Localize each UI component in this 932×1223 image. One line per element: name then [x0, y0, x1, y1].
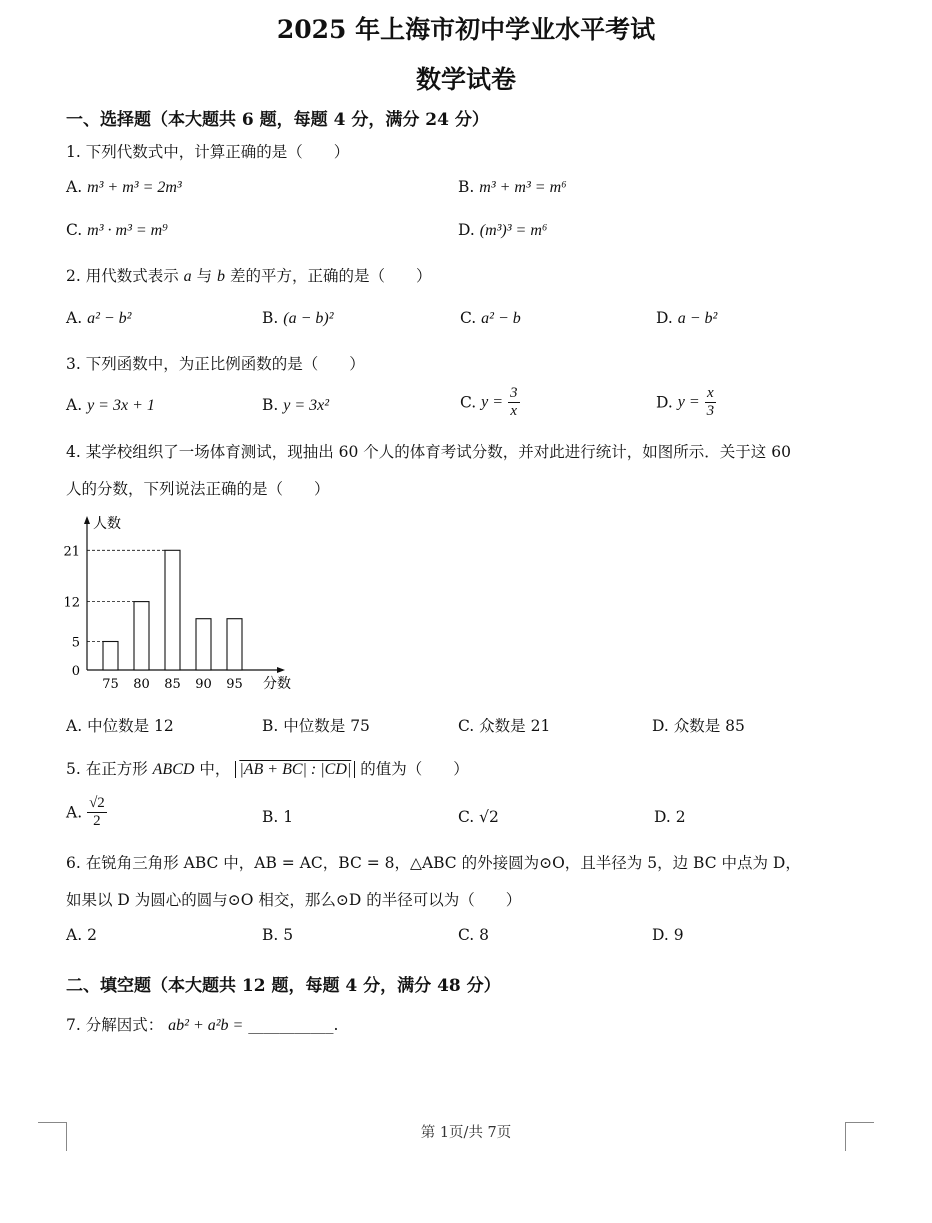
q6-option-d-text: 9	[673, 926, 684, 944]
x-tick-label: 75	[102, 677, 119, 692]
q5-option-a-fraction	[87, 795, 107, 830]
q3-option-a	[66, 396, 155, 415]
q7-expr: ab² + a²b =	[168, 1017, 244, 1034]
q7-stem-text: 7. 分解因式：	[66, 1016, 164, 1034]
q6-option-c-text: 8	[479, 926, 490, 944]
q3-option-d-fraction	[705, 385, 717, 420]
option-label: A.	[66, 926, 83, 944]
q6-option-b	[262, 926, 293, 944]
q2-option-d-expr: a − b²	[677, 310, 718, 327]
y-tick-label: 12	[63, 595, 80, 611]
q6-option-a	[66, 926, 97, 944]
option-label: C.	[458, 926, 475, 944]
option-label: A.	[66, 309, 83, 327]
option-label: B.	[262, 309, 279, 327]
option-label: C.	[458, 808, 475, 826]
q1-option-c-expr: m³ · m³ = m⁹	[87, 222, 168, 239]
q4-option-b-text: 中位数是 75	[283, 717, 370, 735]
question-4-stem-line2: 人的分数，下列说法正确的是（ ）	[66, 480, 330, 498]
q5-stem-part: 的值为（ ）	[360, 760, 469, 778]
option-label: D.	[656, 393, 673, 412]
question-3-stem: 3. 下列函数中，为正比例函数的是（ ）	[66, 355, 365, 373]
q7-answer-blank: ___________.	[248, 1016, 339, 1034]
bar-80	[134, 602, 149, 670]
question-6-line2: 如果以 D 为圆心的圆与⊙O 相交，那么⊙D 的半径可以为（ ）	[66, 891, 522, 909]
option-label: D.	[458, 221, 475, 239]
q3-option-c-lhs: y =	[481, 393, 504, 411]
exam-title: 2025 年上海市初中学业水平考试	[276, 15, 656, 44]
fraction-denominator: 2	[93, 813, 101, 829]
section-heading-fill-blank: 二、填空题（本大题共 12 题，每题 4 分，满分 48 分）	[66, 976, 501, 996]
option-label: B.	[262, 396, 279, 414]
q5-option-b-text: 1	[283, 808, 294, 826]
q3-option-d-lhs: y =	[677, 393, 700, 411]
q6-option-b-text: 5	[283, 926, 294, 944]
q2-option-d	[656, 309, 717, 328]
option-label: B.	[458, 178, 475, 196]
q3-option-d	[656, 385, 716, 420]
q2-option-a	[66, 309, 131, 328]
q2-option-a-expr: a² − b²	[87, 310, 132, 327]
q5-vector-expr: |AB + BC| : |CD|	[235, 761, 355, 778]
y-tick-label: 0	[71, 664, 80, 679]
option-label: D.	[652, 717, 669, 735]
option-label: C.	[458, 717, 475, 735]
fraction-denominator: x	[510, 403, 518, 419]
q5-option-d-text: 2	[675, 808, 686, 826]
y-axis-arrow	[84, 516, 90, 524]
q1-option-d-expr: (m³)³ = m⁶	[479, 222, 548, 239]
q1-option-c	[66, 221, 168, 240]
x-tick-label: 95	[226, 677, 243, 692]
x-tick-label: 90	[195, 677, 212, 692]
q3-option-c	[460, 385, 520, 420]
q4-option-d	[652, 714, 745, 736]
q5-option-b	[262, 808, 293, 826]
q5-option-c-text: √2	[479, 808, 499, 826]
q2-option-b	[262, 309, 334, 328]
q6-option-c	[458, 926, 489, 944]
q4-option-c	[458, 714, 550, 736]
q5-option-c	[458, 808, 499, 826]
q2-option-b-expr: (a − b)²	[283, 310, 334, 327]
q2-option-c-expr: a² − b	[481, 310, 521, 327]
q2-option-c	[460, 309, 521, 328]
option-label: D.	[654, 808, 671, 826]
option-label: C.	[66, 221, 83, 239]
q6-option-d	[652, 926, 684, 944]
section-heading-choice: 一、选择题（本大题共 6 题，每题 4 分，满分 24 分）	[66, 110, 489, 130]
y-axis-label: 人数	[93, 516, 121, 532]
q5-stem-part: 5. 在正方形	[66, 760, 148, 778]
q4-option-b	[262, 714, 370, 736]
q3-option-b	[262, 396, 329, 415]
x-tick-label: 80	[133, 677, 150, 692]
q3-option-b-expr: y = 3x²	[283, 397, 330, 414]
fraction-numerator: x	[705, 385, 717, 403]
question-7-stem	[66, 1013, 338, 1035]
bar-85	[165, 550, 180, 670]
option-label: B.	[262, 717, 279, 735]
option-label: B.	[262, 926, 279, 944]
fraction-denominator: 3	[706, 403, 715, 419]
question-2-stem	[66, 264, 432, 286]
fraction-numerator: 3	[510, 385, 518, 401]
option-label: A.	[66, 717, 83, 735]
x-axis-label: 分数	[263, 676, 291, 692]
option-label: A.	[66, 396, 83, 414]
q2-stem-part: 2. 用代数式表示	[66, 267, 179, 285]
q5-option-d	[654, 808, 686, 826]
option-label: C.	[460, 393, 477, 412]
q1-option-b	[458, 178, 567, 197]
q5-shape: ABCD	[152, 761, 195, 778]
score-histogram-chart	[55, 510, 315, 700]
y-tick-label: 5	[71, 635, 80, 651]
q5-stem-part: 中，	[199, 760, 231, 778]
bar-75	[103, 642, 118, 671]
q2-stem-part: 与	[196, 267, 213, 285]
fraction-numerator: √2	[89, 795, 105, 811]
q5-option-a	[66, 795, 107, 830]
x-axis-arrow	[277, 667, 285, 673]
q2-var-a: a	[183, 268, 192, 285]
x-tick-label: 85	[164, 677, 181, 692]
y-tick-label: 21	[63, 544, 80, 560]
bar-95	[227, 619, 242, 670]
q4-option-d-text: 众数是 85	[673, 717, 745, 735]
option-label: A.	[66, 178, 83, 196]
question-6-line1: 6. 在锐角三角形 ABC 中，AB = AC，BC = 8，△ABC 的外接圆为⊙O，且半径为 5，边 BC 中点为 D，	[66, 854, 801, 872]
q1-option-a-expr: m³ + m³ = 2m³	[87, 179, 182, 196]
q1-option-a	[66, 178, 182, 197]
q2-stem-part: 差的平方，正确的是（ ）	[229, 267, 432, 285]
option-label: C.	[460, 309, 477, 327]
page-number: 第 1页/共 7页	[420, 1125, 512, 1141]
option-label: B.	[262, 808, 279, 826]
q2-var-b: b	[217, 268, 226, 285]
q3-option-a-expr: y = 3x + 1	[87, 397, 155, 414]
bar-90	[196, 619, 211, 670]
option-label: A.	[66, 803, 83, 822]
question-4-stem-line1: 4. 某学校组织了一场体育测试，现抽出 60 个人的体育考试分数，并对此进行统计，如图所示．关于这 60	[66, 443, 791, 461]
question-1-stem: 1. 下列代数式中，计算正确的是（ ）	[66, 143, 350, 161]
q4-option-a	[66, 714, 174, 736]
q1-option-b-expr: m³ + m³ = m⁶	[479, 179, 567, 196]
q6-option-a-text: 2	[87, 926, 97, 944]
exam-subtitle: 数学试卷	[415, 65, 516, 94]
question-5-stem	[66, 757, 469, 779]
q4-option-c-text: 众数是 21	[479, 717, 551, 735]
option-label: D.	[652, 926, 669, 944]
q1-option-d	[458, 221, 547, 240]
q4-option-a-text: 中位数是 12	[87, 717, 174, 735]
q3-option-c-fraction	[508, 385, 520, 420]
option-label: D.	[656, 309, 673, 327]
